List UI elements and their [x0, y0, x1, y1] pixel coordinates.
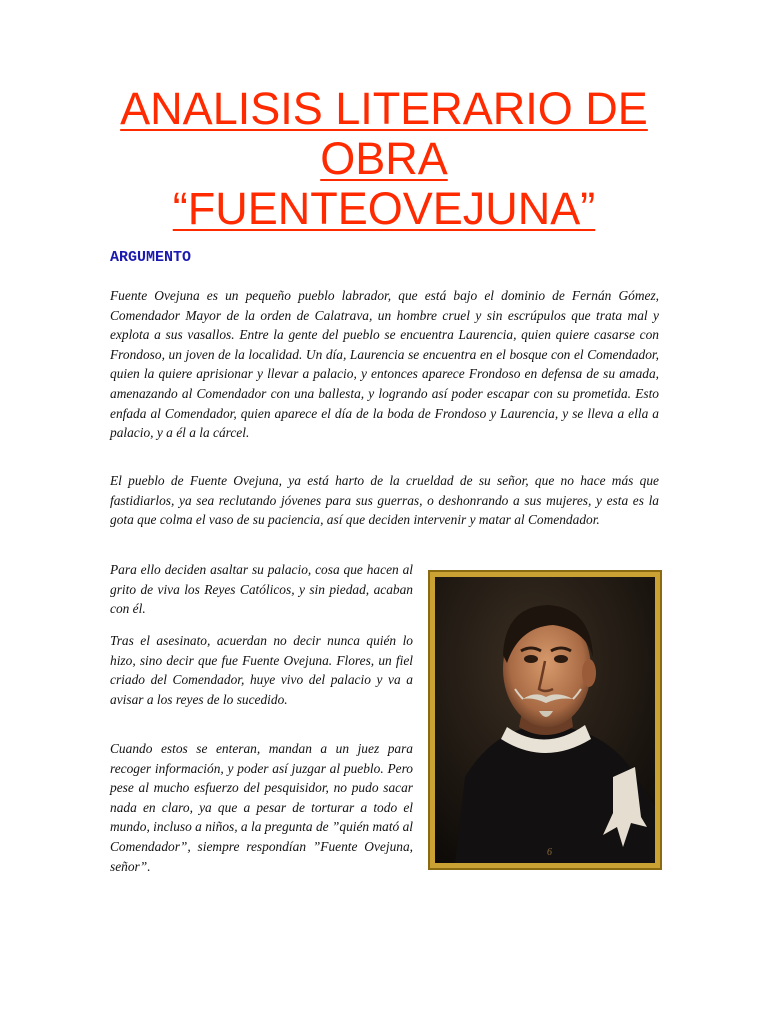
portrait-image — [430, 572, 660, 868]
title-line-1: ANALISIS LITERARIO DE — [120, 83, 648, 134]
paragraph-3: Para ello deciden asaltar su palacio, cosa que hacen al grito de viva los Reyes Católicos, y sin piedad, acaban con él. — [110, 562, 413, 617]
paragraph-1: Fuente Ovejuna es un pequeño pueblo labrador, que está bajo el dominio de Fernán Gómez, Comendador Mayor de la orden de Calatrava, un hombre cruel y sin escrúpulos que trata mal y explota a sus vasallos. Entre la gente del pueblo se encuentra Laurencia, quien quiere casarse con Frondoso, un joven de la localidad. Un día, Laurencia se encuentra en el bosque con el Comendador, quien la quiere aprisionar y llevar a palacio, y entonces aparece Frondoso en defensa de su amada, amenazando al Comendador con una ballesta, y logrando así poder escapar con su prometida. Esto enfada al Comendador, quien aparece el día de la boda de Frondoso y Laurencia, y se lleva a ella a palacio, y a él a la cárcel. — [110, 288, 659, 441]
portrait-painting-icon — [435, 577, 655, 863]
paragraph-4: Tras el asesinato, acuerdan no decir nunca quién lo hizo, sino decir que fue Fuente Ovejuna. Flores, un fiel criado del Comendador, huye vivo del palacio y va a avisar a los reyes de lo sucedido. — [110, 633, 413, 707]
title-line-3: “FUENTEOVEJUNA” — [172, 183, 596, 234]
title-line-2: OBRA — [320, 133, 448, 184]
paragraph-2: El pueblo de Fuente Ovejuna, ya está harto de la crueldad de su señor, que no hace más que fastidiarlos, ya sea reclutando jóvenes para sus guerras, o deshonrando a sus mujeres, y esta es la gota que colma el vaso de su paciencia, así que deciden intervenir y matar al Comendador. — [110, 473, 659, 528]
paragraph-5: Cuando estos se enteran, mandan a un juez para recoger información, y poder así juzgar al pueblo. Pero pese al mucho esfuerzo del pesquisidor, no pudo sacar nada en claro, ya que a pesar de torturar a todo el mundo, incluso a niños, a la pregunta de ”quién mató al Comendador”, siempre respondían ”Fuente Ovejuna, señor”. — [110, 741, 414, 874]
document-title — [60, 84, 708, 234]
section-heading-argumento: ARGUMENTO — [110, 249, 192, 266]
svg-text:6: 6 — [547, 847, 552, 858]
